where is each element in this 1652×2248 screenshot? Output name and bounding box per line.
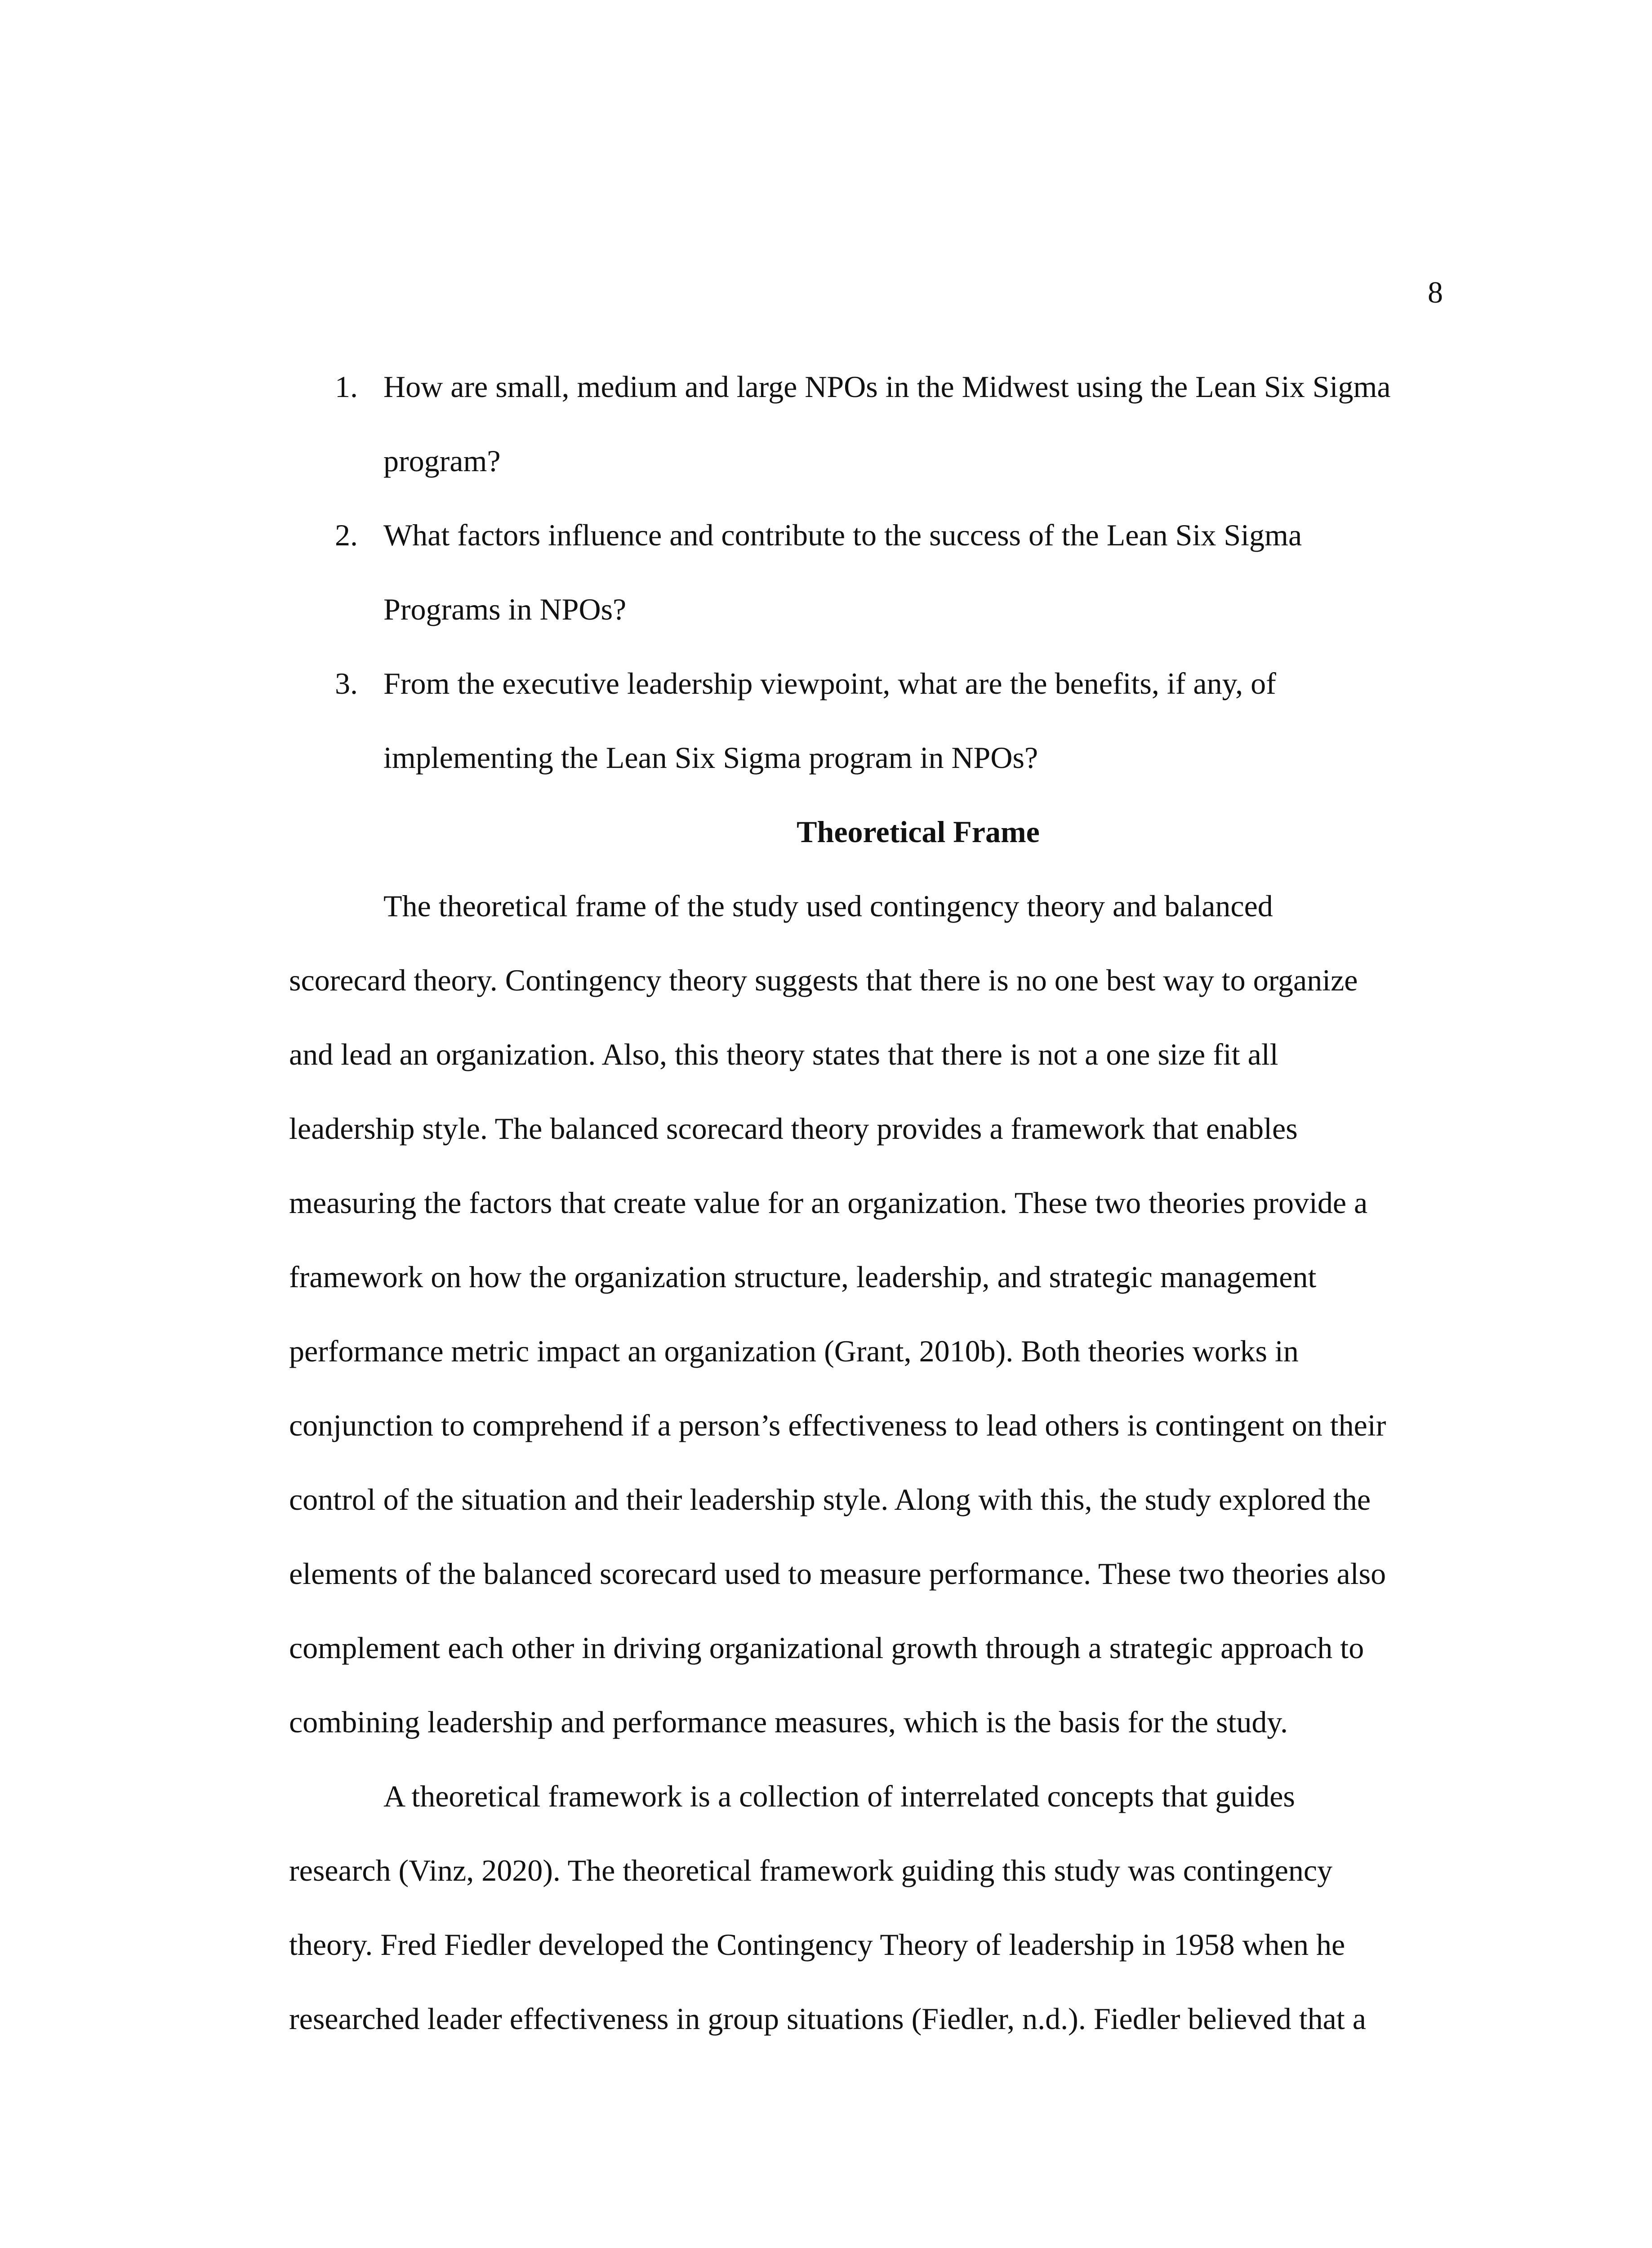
paragraph-line: scorecard theory. Contingency theory suggests that there is no one best way to organize: [289, 963, 1358, 997]
paragraph-line: theory. Fred Fiedler developed the Contingency Theory of leadership in 1958 when he: [289, 1927, 1345, 1962]
list-item-text: How are small, medium and large NPOs in the Midwest using the Lean Six Sigma: [383, 370, 1391, 404]
paragraph-line: leadership style. The balanced scorecard theory provides a framework that enables: [289, 1111, 1298, 1146]
list-item-text: implementing the Lean Six Sigma program in NPOs?: [383, 740, 1038, 775]
list-item-text: Programs in NPOs?: [383, 592, 627, 626]
paragraph-line: A theoretical framework is a collection of interrelated concepts that guides: [383, 1779, 1295, 1813]
list-item-text: From the executive leadership viewpoint, what are the benefits, if any, of: [383, 666, 1276, 700]
paragraph-line: framework on how the organization structure, leadership, and strategic management: [289, 1260, 1317, 1294]
paragraph-line: measuring the factors that create value for an organization. These two theories provide a: [289, 1186, 1368, 1220]
paragraph-line: elements of the balanced scorecard used to measure performance. These two theories also: [289, 1557, 1386, 1591]
paragraph-line: research (Vinz, 2020). The theoretical framework guiding this study was contingency: [289, 1853, 1333, 1887]
paragraph-line: complement each other in driving organizational growth through a strategic approach to: [289, 1631, 1364, 1665]
paragraph-line: conjunction to comprehend if a person’s effectiveness to lead others is contingent on their: [289, 1408, 1386, 1442]
list-item-text: What factors influence and contribute to the success of the Lean Six Sigma: [383, 518, 1302, 552]
page-number: 8: [1428, 275, 1443, 309]
list-item-number: 1.: [335, 370, 358, 404]
list-item-number: 2.: [335, 518, 358, 552]
section-heading: Theoretical Frame: [797, 815, 1040, 849]
paragraph-line: combining leadership and performance measures, which is the basis for the study.: [289, 1705, 1288, 1739]
list-item-text: program?: [383, 444, 501, 478]
paragraph-line: performance metric impact an organization (Grant, 2010b). Both theories works in: [289, 1334, 1299, 1368]
paragraph-line: The theoretical frame of the study used contingency theory and balanced: [383, 889, 1273, 923]
paragraph-line: researched leader effectiveness in group situations (Fiedler, n.d.). Fiedler believed that a: [289, 2002, 1366, 2036]
list-item-number: 3.: [335, 666, 358, 700]
paragraph-line: and lead an organization. Also, this theory states that there is not a one size fit all: [289, 1037, 1278, 1071]
paragraph-line: control of the situation and their leadership style. Along with this, the study explored the: [289, 1482, 1371, 1517]
